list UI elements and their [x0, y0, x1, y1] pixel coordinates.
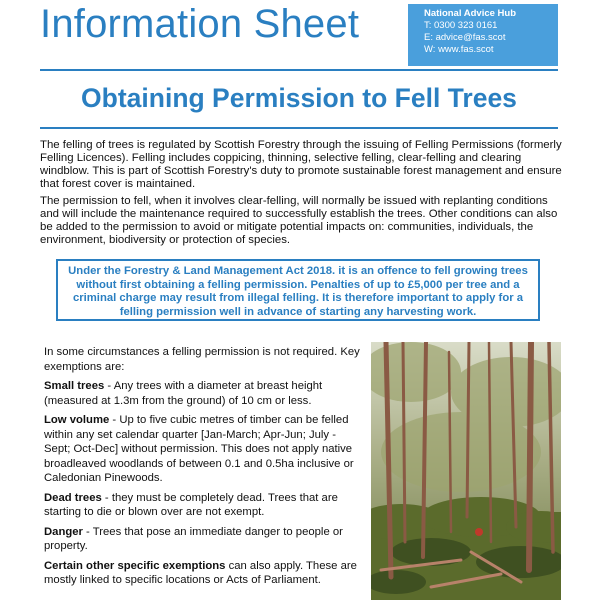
page-heading: Obtaining Permission to Fell Trees [81, 83, 517, 113]
contact-box [408, 4, 558, 66]
exemption-item [44, 379, 362, 408]
exemption-text: - they must be completely dead. Trees that are starting to die or blown over are not exempt. [44, 491, 338, 518]
exemption-term: Danger [44, 525, 83, 538]
contact-phone: T: 0300 323 0161 [424, 20, 498, 31]
legal-warning-box: Under the Forestry & Land Management Act 2018. it is an offence to fell growing trees without first obtaining a felling permission. Penalties of up to £5,000 per tree and a criminal charge may result from illegal felling. It is therefore important to apply for a felling permission well in advance of starting any harvesting work. [56, 259, 540, 321]
exemption-item [44, 559, 362, 588]
exemption-text: - Up to five cubic metres of timber can be felled within any set calendar quarter [Jan-March; Apr-Jun; July - Sept; Oct-Dec] without permission. This does not apply native broadleaved woodlands of between 0.1 and 0.5ha inclusive or Caledonian Pinewoods. [44, 414, 354, 484]
exemption-item [44, 491, 362, 520]
exemptions-intro: In some circumstances a felling permission is not required. Key exemptions are: [44, 346, 360, 373]
forest-photo-icon [371, 342, 561, 600]
intro-paragraph-2: The permission to fell, when it involves clear-felling, will normally be issued with replanting conditions and will include the maintenance required to successfully establish the trees. Other conditions can also be added to the permission to avoid or mitigate potential impacts on: communities, individuals, the environment, biodiversity or protection of species. [40, 195, 558, 246]
exemption-term: Small trees [44, 380, 105, 392]
contact-web[interactable]: W: www.fas.scot [424, 44, 494, 55]
exemption-item [44, 413, 362, 486]
exemption-term: Dead trees [44, 491, 102, 504]
exemption-item [44, 525, 362, 554]
forest-photo [371, 342, 561, 600]
exemptions-section [44, 345, 362, 593]
contact-org: National Advice Hub [424, 8, 517, 19]
document-title: Information Sheet [40, 2, 360, 46]
heading-divider [40, 127, 558, 129]
header-divider [40, 69, 558, 71]
exemption-text: can also apply. These are mostly linked to specific locations or Acts of Parliament. [44, 559, 357, 586]
exemption-term: Certain other specific exemptions [44, 559, 226, 572]
exemption-text: - Any trees with a diameter at breast height (measured at 1.3m from the ground) of 10 cm or less. [44, 380, 323, 407]
intro-paragraph-1: The felling of trees is regulated by Scottish Forestry through the issuing of Felling Permissions (formerly Felling Licences). Felling includes coppicing, thinning, selective felling, clear-felling and clearing windblow. This is part of Scottish Forestry's duty to promote sustainable forest management and ensure that forest cover is maintained. [40, 139, 562, 190]
exemption-text: - Trees that pose an immediate danger to people or property. [44, 525, 343, 552]
contact-email[interactable]: E: advice@fas.scot [424, 32, 506, 43]
exemption-term: Low volume [44, 414, 110, 426]
